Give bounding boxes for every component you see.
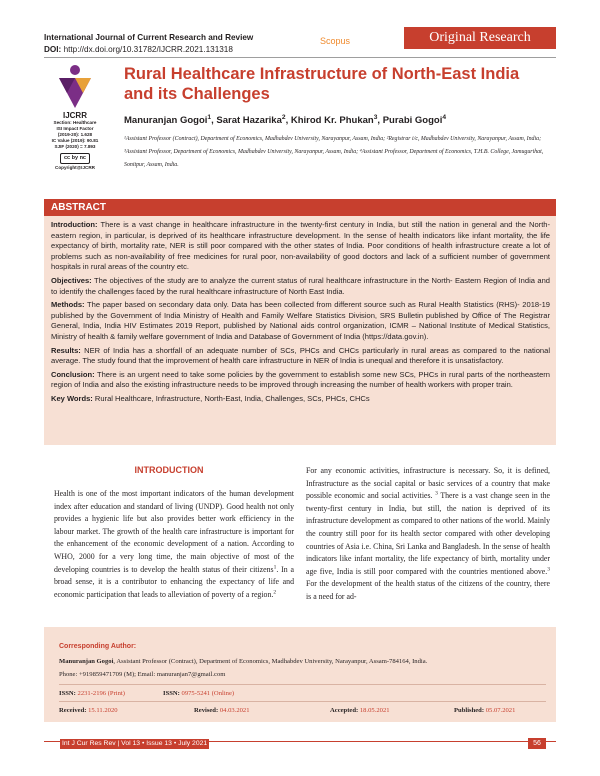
date-value: 15.11.2020 xyxy=(88,707,118,714)
section-text: There is a vast change in healthcare infrastructure in the twenty-first century in India, but still the nation in general and the North-eastern region, in particular, is deprived of its healthcare infrastructure development. In the sense of health indicators like infant mortality, the life expectancy of birth, mortality rate, NER is still poor compared with the other states of India. Poor conditions of health infrastructure create a lot of problems such as non-availability of free medicines for rural poor, non-availability of good doctors and lack of a sufficient number of government hospitals in rural areas of the country etc. xyxy=(51,220,550,272)
article-title: Rural Healthcare Infrastructure of North-East India and its Challenges xyxy=(124,65,520,103)
abstract-objectives xyxy=(51,276,550,297)
section-text: Rural Healthcare, Infrastructure, North-East, India, Challenges, SCs, PHCs, CHCs xyxy=(94,393,370,403)
body-text: . In a broad sense, it is a contributor to enhancing the expectancy of life and economic participation that leads to alleviation of poverty of a region. xyxy=(54,564,294,599)
body-column-right xyxy=(306,465,550,604)
section-label: Objectives: xyxy=(51,275,92,285)
journal-sidebar xyxy=(44,64,106,171)
section-label: Results: xyxy=(51,345,81,355)
contact-line: Phone: +919859471709 (M); Email: manuranjan7@gmail.com xyxy=(59,671,226,678)
author-name: Manuranjan Gogoi xyxy=(59,658,114,665)
date-label: Revised: xyxy=(194,707,219,714)
logo-text: IJCRR xyxy=(62,111,87,120)
abstract-keywords xyxy=(51,394,550,405)
sidebar-sjif: SJIF (2020) = 7.893 xyxy=(54,144,96,149)
abstract-conclusion xyxy=(51,370,550,391)
author-sup: 4 xyxy=(442,113,447,121)
author-name: Manuranjan Gogoi xyxy=(124,115,208,126)
abstract-panel xyxy=(44,216,556,445)
body-text: For any economic activities, infrastructure is necessary. So, it is defined, Infrastructure as the social capital or basic services of a country that make possible economic and social activities. xyxy=(306,466,550,501)
header-divider xyxy=(44,57,556,58)
panel-divider xyxy=(59,701,546,702)
panel-divider xyxy=(59,684,546,685)
citation-ref[interactable]: 1 xyxy=(273,563,277,570)
issn-label: ISSN: xyxy=(59,690,76,697)
abstract-methods xyxy=(51,300,550,342)
received-date xyxy=(59,707,118,714)
body-text: For the development of the health status of the citizens of the country, there is a need for ad- xyxy=(306,579,550,601)
body-text: There is a vast change seen in the twenty-first century in India, but still, the nation is deprived of its infrastructure development as compared to other nations of the world. Mainly the country still poor for its health sector compared with other developing countries of Asia i.e. China, Sri Lanka and Bangladesh. In the sense of health indicators like infant mortality, the life expectancy of birth, mortality under age five, India is still poor compared with the countries mentioned above. xyxy=(306,491,550,576)
sidebar-section: Section: Healthcare xyxy=(53,120,97,125)
sidebar-impact-factor: ISI Impact Factor xyxy=(56,126,94,131)
author-sup: 1 xyxy=(207,113,212,121)
date-label: Accepted: xyxy=(330,707,359,714)
corresponding-author xyxy=(59,658,427,665)
author-list: Manuranjan Gogoi$^1$, Sarat Hazarika$^2$, Khirod Kr. Phukan$^3$, Purabi Gogoi$^4$ xyxy=(124,113,447,126)
affiliations: ¹Assistant Professor (Contract), Department of Economics, Madhabdev University, Narayanpur, Assam, India; ²Registrar i/c, Madhabdev University, Narayanpur, Assam, India; ³Assistant Professor, Department of Economics, Madhabdev University, Narayanpur, Assam, India; ⁴Assistant Professor, Department of Economics, T.H.B. College, Jamugurihat, Sonitpur, Assam, India. xyxy=(124,136,544,168)
issn-value: 2231-2196 (Print) xyxy=(77,690,125,697)
sidebar-impact-value: (2019-20): 1.628 xyxy=(57,132,93,137)
section-label: Introduction: xyxy=(51,220,98,229)
revised-date xyxy=(194,707,250,714)
article-type-badge: Original Research xyxy=(404,27,556,49)
issn-print xyxy=(59,690,125,697)
page-number: 56 xyxy=(528,738,546,749)
section-label: Methods: xyxy=(51,300,85,310)
abstract-introduction xyxy=(51,220,550,273)
date-value: 04.03.2021 xyxy=(219,707,250,714)
section-text: The objectives of the study are to analyze the current status of rural healthcare infrastructure in the North- Eastern Region of India and to identify the challenges faced by the rural healthcare infrastructure of North East India. xyxy=(51,275,550,296)
citation-ref[interactable]: 3 xyxy=(435,490,438,497)
issn-label: ISSN: xyxy=(163,690,180,697)
accepted-date xyxy=(330,707,390,714)
sidebar-ic-value: IC Value (2019): 90.81 xyxy=(51,138,99,143)
issn-online xyxy=(163,690,234,697)
scopus-label: Scopus xyxy=(320,36,351,46)
citation-ref[interactable]: 3 xyxy=(547,566,550,573)
cc-license-icon: cc by nc xyxy=(60,153,90,164)
section-label: Key Words: xyxy=(51,393,93,403)
abstract-results xyxy=(51,346,550,367)
corresponding-author-panel xyxy=(44,627,556,722)
date-value: 05.07.2021 xyxy=(485,707,516,714)
corresponding-heading: Corresponding Author: xyxy=(59,643,137,650)
date-label: Published: xyxy=(454,707,485,714)
abstract-heading: ABSTRACT xyxy=(51,202,106,213)
citation-ref[interactable]: 2 xyxy=(273,589,277,596)
section-text: There is an urgent need to take some policies by the government to establish some new SCs, PHCs in rural parts of the northeastern region of India and also the existing infrastructure needs to be improved through increasing the number of health workers with proper train. xyxy=(51,369,550,390)
doi-label: DOI: xyxy=(44,45,62,54)
body-text: Health is one of the most important indicators of the human development index after education and standard of living (UNDP). Good health not only provides a hygienic life but also provides better work efficiency in the labour market. The growth of the health care infrastructure is important for the enhancement of the economic development of a nation. According to WHO, 2000 for a very long time, the main objective of most of the developing countries is to develop the health status of their citizens xyxy=(54,489,294,574)
abstract-heading-bar xyxy=(44,199,556,216)
copyright: Copyright@IJCRR xyxy=(55,165,95,170)
doi-line xyxy=(44,45,233,54)
author-name: Purabi Gogoi xyxy=(382,115,443,126)
date-value: 18.05.2021 xyxy=(359,707,390,714)
doi-link[interactable]: http://dx.doi.org/10.31782/IJCRR.2021.131318 xyxy=(63,45,233,54)
introduction-heading: INTRODUCTION xyxy=(134,465,204,475)
published-date xyxy=(454,707,515,714)
issn-value: 0975-5241 (Online) xyxy=(181,690,235,697)
body-column-left xyxy=(54,488,294,601)
date-label: Received: xyxy=(59,707,87,714)
section-label: Conclusion: xyxy=(51,369,95,379)
footer-citation: Int J Cur Res Rev | Vol 13 • Issue 13 • July 2021 xyxy=(62,740,208,747)
author-sup: 2 xyxy=(281,113,286,121)
author-name: Khirod Kr. Phukan xyxy=(290,115,374,126)
author-detail: , Assistant Professor (Contract), Department of Economics, Madhabdev University, Narayanpur, Assam-784164, India. xyxy=(113,658,428,665)
author-sup: 3 xyxy=(373,113,378,121)
section-text: The paper based on secondary data only. Data has been collected from different source such as Rural Health Statistics (RHS)- 2018-19 published by the Government of India Ministry of Health and Family Welfare Statistics Division, SRS Bulletin published by Office of The Registrar General, India, India HIV Estimates 2019 Report, published by National aids control organization, ICMR – National Institute of Medical Statistics, Ministry of health & family welfare government of India and Database of Government of India (https://data.gov.in). xyxy=(51,300,551,341)
section-text: NER of India has a shortfall of an adequate number of SCs, PHCs and CHCs particularly in rural areas as compared to the national average. The study found that the improvement of health care infrastructure in NER of India is unequal and therefore it is unsatisfactory. xyxy=(51,345,550,366)
journal-name: International Journal of Current Research and Review xyxy=(44,33,254,42)
author-name: Sarat Hazarika xyxy=(216,115,282,126)
ijcrr-logo-icon xyxy=(55,64,95,110)
